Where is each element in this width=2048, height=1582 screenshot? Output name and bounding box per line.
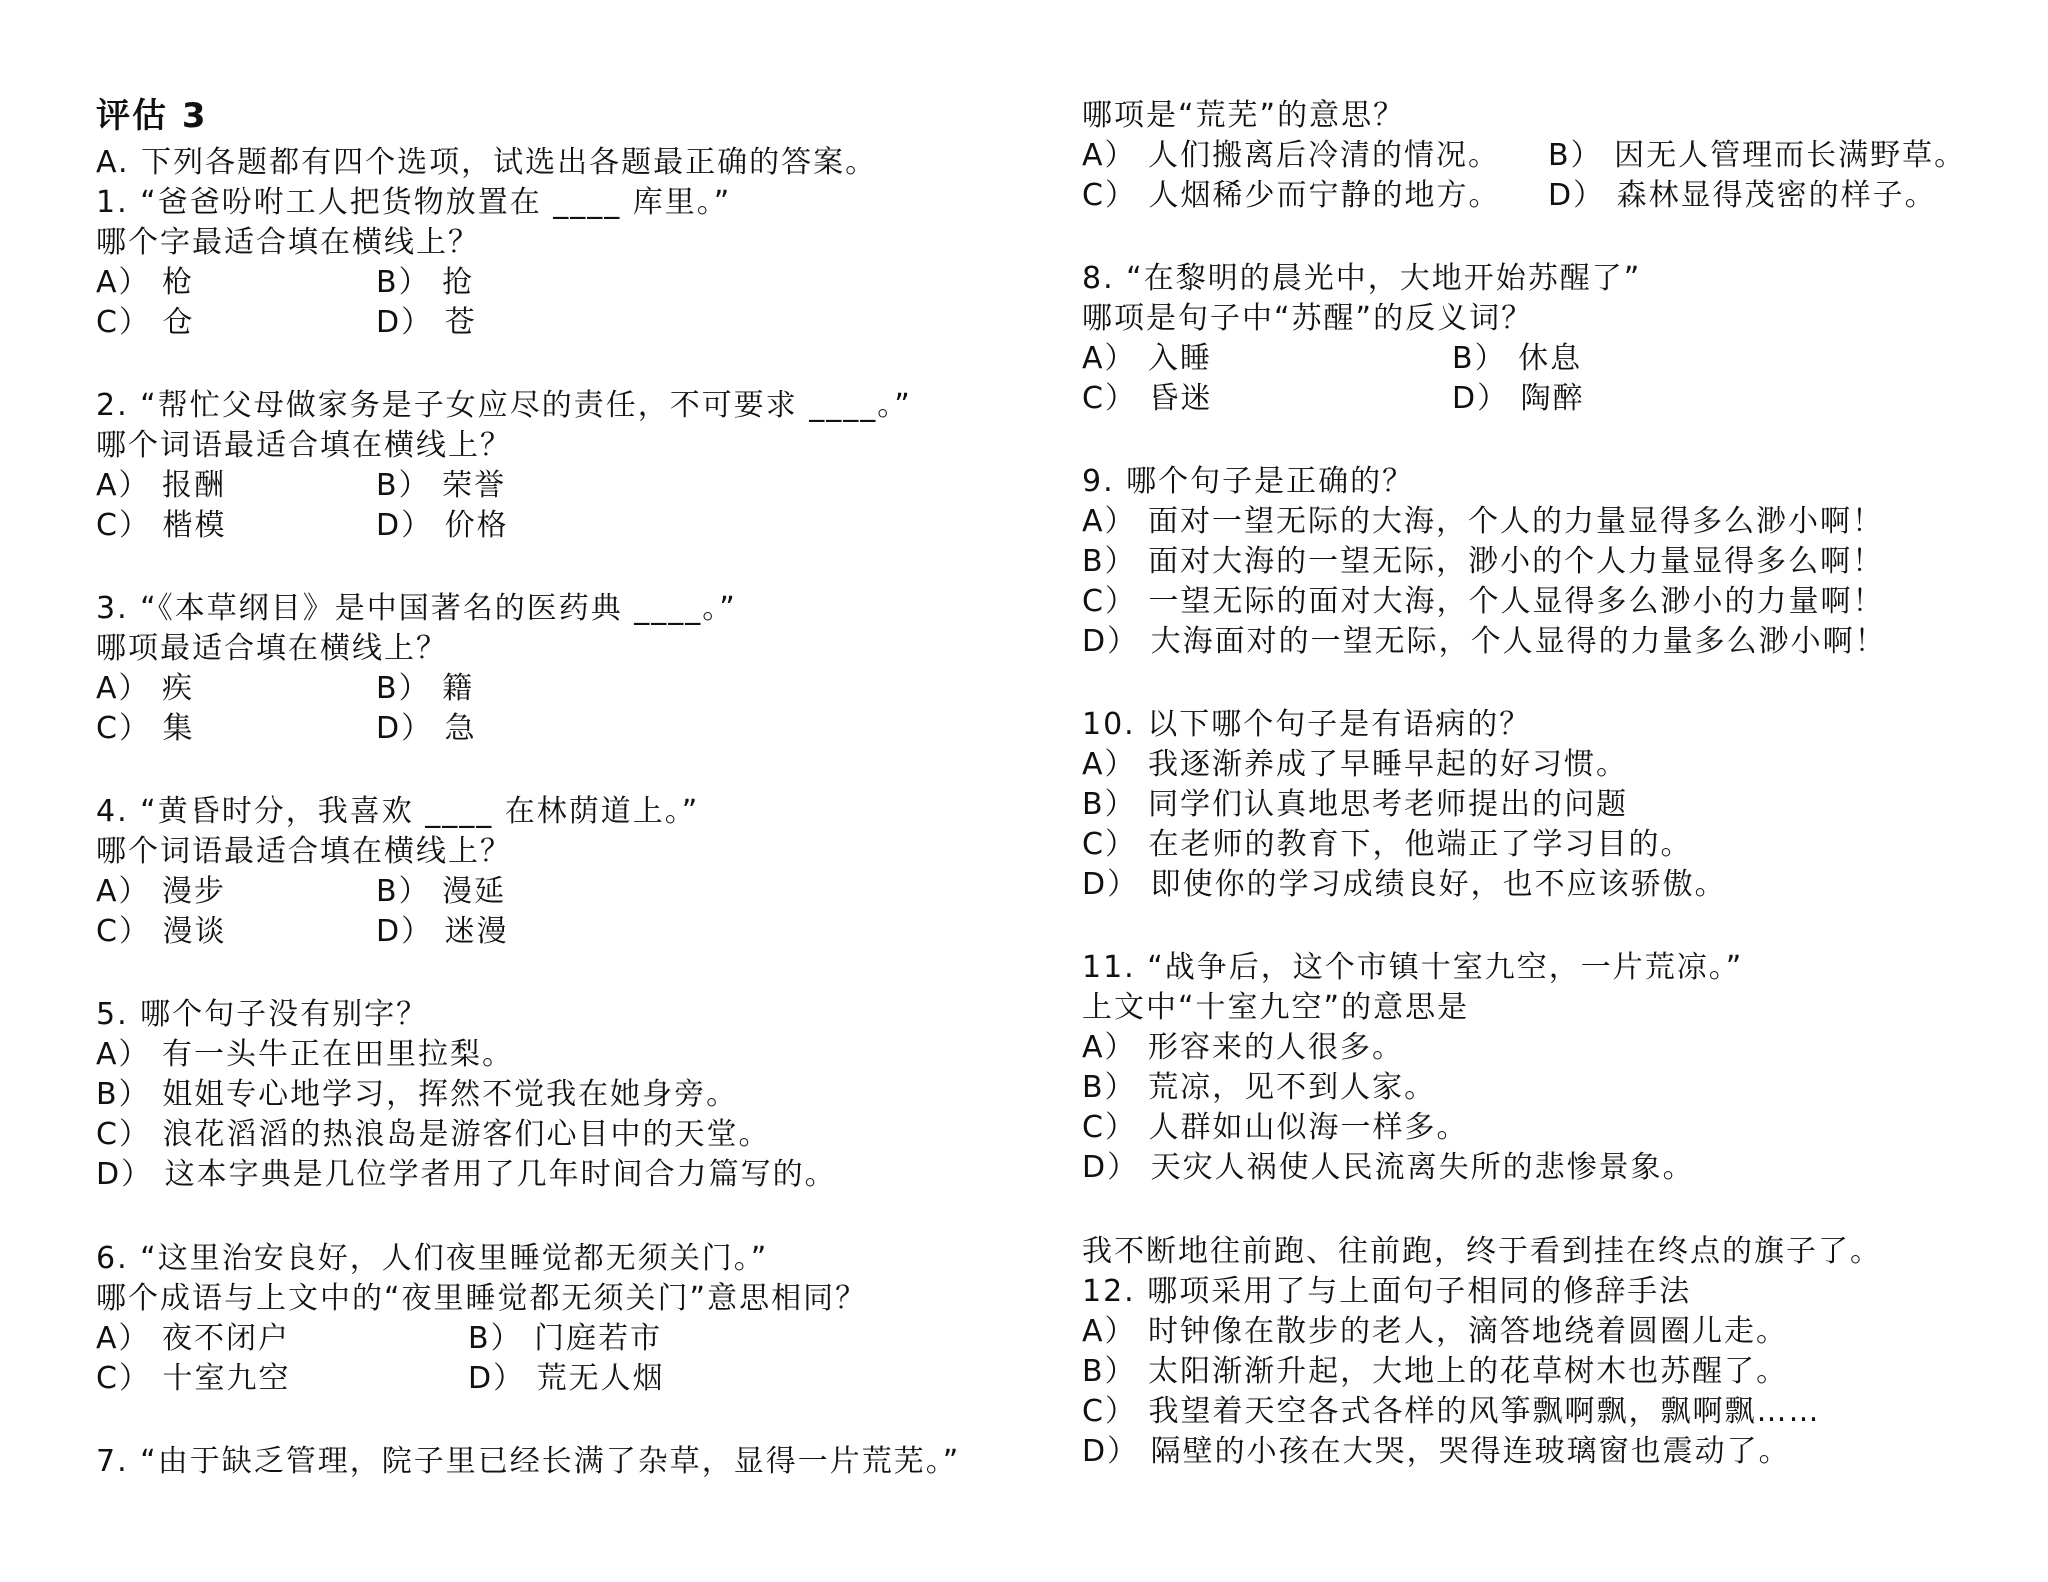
question-8-prompt: 哪项是句子中“苏醒”的反义词？ (1082, 301, 1534, 336)
q8-option-c[interactable]: C） 昏迷 (1082, 381, 1213, 416)
question-6-stem: 6. “这里治安良好，人们夜里睡觉都无须关门。” (96, 1241, 769, 1276)
q3-option-c[interactable]: C） 集 (96, 711, 195, 746)
q8-option-d[interactable]: D） 陶醉 (1452, 381, 1585, 416)
q1-option-c[interactable]: C） 仓 (96, 305, 195, 340)
q12-option-c[interactable]: C） 我望着天空各式各样的风筝飘啊飘，飘啊飘…… (1082, 1394, 1821, 1429)
q5-option-b[interactable]: B） 姐姐专心地学习，挥然不觉我在她身旁。 (96, 1077, 739, 1112)
q12-option-b[interactable]: B） 太阳渐渐升起，大地上的花草树木也苏醒了。 (1082, 1354, 1789, 1389)
q10-option-d[interactable]: D） 即使你的学习成绩良好，也不应该骄傲。 (1082, 867, 1727, 902)
q11-option-a[interactable]: A） 形容来的人很多。 (1082, 1030, 1405, 1065)
q8-option-a[interactable]: A） 入睡 (1082, 341, 1213, 376)
question-2-prompt: 哪个词语最适合填在横线上？ (96, 428, 512, 463)
q12-option-a[interactable]: A） 时钟像在散步的老人，滴答地绕着圆圈儿走。 (1082, 1314, 1789, 1349)
q3-option-b[interactable]: B） 籍 (376, 671, 475, 706)
q1-option-b[interactable]: B） 抢 (376, 265, 475, 300)
q2-option-c[interactable]: C） 楷模 (96, 508, 227, 543)
q9-option-a[interactable]: A） 面对一望无际的大海，个人的力量显得多么渺小啊！ (1082, 504, 1885, 539)
page-title: 评估 3 (96, 96, 208, 136)
question-3-prompt: 哪项最适合填在横线上？ (96, 631, 448, 666)
question-12-stem: 12. 哪项采用了与上面句子相同的修辞手法 (1082, 1274, 1692, 1309)
q1-option-d[interactable]: D） 苍 (376, 305, 477, 340)
q5-option-a[interactable]: A） 有一头牛正在田里拉梨。 (96, 1037, 515, 1072)
q7-option-d[interactable]: D） 森林显得茂密的样子。 (1548, 178, 1937, 213)
q10-option-c[interactable]: C） 在老师的教育下，他端正了学习目的。 (1082, 827, 1693, 862)
q9-option-d[interactable]: D） 大海面对的一望无际，个人显得的力量多么渺小啊！ (1082, 624, 1887, 659)
question-1-prompt: 哪个字最适合填在横线上？ (96, 225, 480, 260)
question-6-prompt: 哪个成语与上文中的“夜里睡觉都无须关门”意思相同？ (96, 1281, 868, 1316)
q2-option-b[interactable]: B） 荣誉 (376, 468, 507, 503)
question-3-stem: 3. “《本草纲目》是中国著名的医药典 ____。” (96, 591, 737, 626)
q5-option-c[interactable]: C） 浪花滔滔的热浪岛是游客们心目中的天堂。 (96, 1117, 771, 1152)
q3-option-a[interactable]: A） 疾 (96, 671, 195, 706)
question-1-stem: 1. “爸爸吩咐工人把货物放置在 ____ 库里。” (96, 185, 732, 220)
q2-option-a[interactable]: A） 报酬 (96, 468, 227, 503)
q7-option-c[interactable]: C） 人烟稀少而宁静的地方。 (1082, 178, 1501, 213)
q10-option-b[interactable]: B） 同学们认真地思考老师提出的问题 (1082, 787, 1629, 822)
q12-option-d[interactable]: D） 隔壁的小孩在大哭，哭得连玻璃窗也震动了。 (1082, 1434, 1791, 1469)
q6-option-a[interactable]: A） 夜不闭户 (96, 1321, 291, 1356)
q1-option-a[interactable]: A） 枪 (96, 265, 195, 300)
q8-option-b[interactable]: B） 休息 (1452, 341, 1583, 376)
q6-option-d[interactable]: D） 荒无人烟 (468, 1361, 665, 1396)
question-11-prompt: 上文中“十室九空”的意思是 (1082, 990, 1470, 1025)
question-4-prompt: 哪个词语最适合填在横线上？ (96, 834, 512, 869)
question-8-stem: 8. “在黎明的晨光中，大地开始苏醒了” (1082, 261, 1642, 296)
question-4-stem: 4. “黄昏时分，我喜欢 ____ 在林荫道上。” (96, 794, 700, 829)
q9-option-c[interactable]: C） 一望无际的面对大海，个人显得多么渺小的力量啊！ (1082, 584, 1885, 619)
q7-option-a[interactable]: A） 人们搬离后冷清的情况。 (1082, 138, 1501, 173)
q11-option-d[interactable]: D） 天灾人祸使人民流离失所的悲惨景象。 (1082, 1150, 1695, 1185)
q6-option-b[interactable]: B） 门庭若市 (468, 1321, 663, 1356)
q7-option-b[interactable]: B） 因无人管理而长满野草。 (1548, 138, 1967, 173)
question-2-stem: 2. “帮忙父母做家务是子女应尽的责任，不可要求 ____。” (96, 388, 912, 423)
q11-option-b[interactable]: B） 荒凉，见不到人家。 (1082, 1070, 1437, 1105)
q2-option-d[interactable]: D） 价格 (376, 508, 509, 543)
q4-option-c[interactable]: C） 漫谈 (96, 914, 227, 949)
question-12-passage: 我不断地往前跑、往前跑，终于看到挂在终点的旗子了。 (1082, 1234, 1882, 1269)
q3-option-d[interactable]: D） 急 (376, 711, 477, 746)
q5-option-d[interactable]: D） 这本字典是几位学者用了几年时间合力篇写的。 (96, 1157, 837, 1192)
question-7-prompt: 哪项是“荒芜”的意思？ (1082, 98, 1406, 133)
q10-option-a[interactable]: A） 我逐渐养成了早睡早起的好习惯。 (1082, 747, 1629, 782)
question-5-stem: 5. 哪个句子没有别字？ (96, 997, 429, 1032)
question-10-stem: 10. 以下哪个句子是有语病的？ (1082, 707, 1532, 742)
question-11-stem: 11. “战争后，这个市镇十室九空，一片荒凉。” (1082, 950, 1744, 985)
q11-option-c[interactable]: C） 人群如山似海一样多。 (1082, 1110, 1469, 1145)
q6-option-c[interactable]: C） 十室九空 (96, 1361, 291, 1396)
instructions: A. 下列各题都有四个选项，试选出各题最正确的答案。 (96, 145, 878, 180)
question-7-stem: 7. “由于缺乏管理，院子里已经长满了杂草，显得一片荒芜。” (96, 1444, 961, 1479)
q9-option-b[interactable]: B） 面对大海的一望无际，渺小的个人力量显得多么啊！ (1082, 544, 1885, 579)
question-9-stem: 9. 哪个句子是正确的？ (1082, 464, 1415, 499)
q4-option-b[interactable]: B） 漫延 (376, 874, 507, 909)
q4-option-a[interactable]: A） 漫步 (96, 874, 227, 909)
q4-option-d[interactable]: D） 迷漫 (376, 914, 509, 949)
